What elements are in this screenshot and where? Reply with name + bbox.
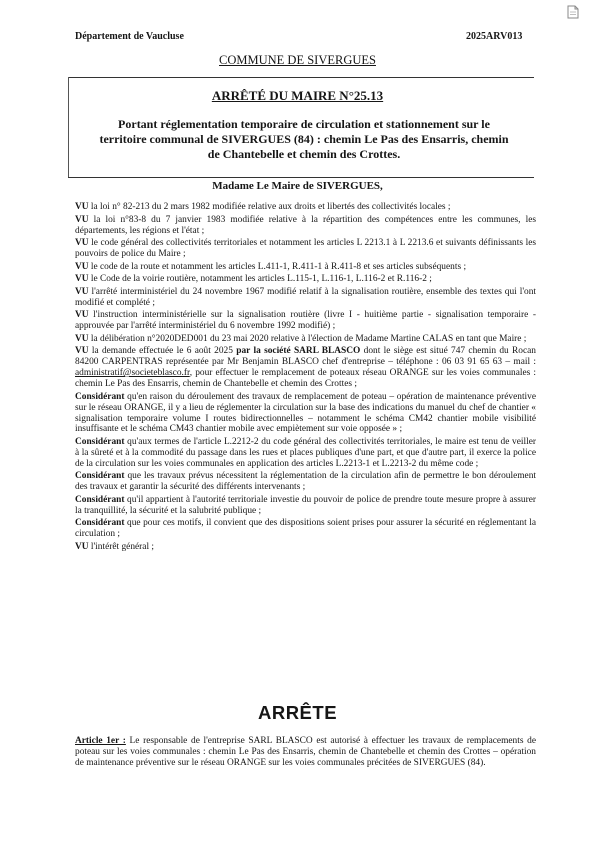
paragraph-text: la loi n°83-8 du 7 janvier 1983 modifiée relative à la répartition des compétences entre les communes, les départements, les régions et l'état ; — [75, 214, 537, 236]
paragraph-text: le Code de la voirie routière, notamment les articles L.115-1, L.116-1, L.116-2 et R.116-2 ; — [90, 274, 432, 285]
paragraph-keyword: Considérant — [75, 471, 125, 482]
paragraph — [75, 262, 536, 273]
paragraph-text: qu'aux termes de l'article L.2212-2 du code général des collectivités territoriales, le maire est tenu de veiller à la sûreté et à la commodité du passage dans les rues et places publiques d'une part, et que d'autre part, il exerce la police de la circulation sur les voies communales en application des articles L.2213-1 et L.2213-2 du même code ; — [75, 437, 536, 469]
arrete-heading: ARRÊTE — [257, 702, 338, 723]
paragraph-keyword: VU — [75, 238, 89, 249]
mayor-line: Madame Le Maire de SIVERGUES, — [212, 180, 383, 192]
reference-number: 2025ARV013 — [466, 31, 523, 42]
paragraph — [75, 202, 536, 213]
company-name: par la société SARL BLASCO — [236, 346, 361, 357]
paragraph — [75, 471, 536, 493]
paragraph-keyword: VU — [75, 261, 89, 272]
title-box-top-border — [68, 77, 534, 78]
paragraph-keyword: VU — [75, 274, 89, 285]
arrete-subtitle: Portant réglementation temporaire de circulation et stationnement sur le territoire communal de SIVERGUES (84) : chemin Le Pas des Ensarris, chemin de Chantebelle et chemin des Crottes. — [99, 117, 509, 161]
paragraph-text-mid: dont le siège est situé 747 chemin du Rocan 84200 CARPENTRAS représentée par Mr Benjamin BLASCO chef d'entreprise – téléphone : 06 03 91 65 63 – mail : — [75, 346, 536, 368]
considerations-body — [75, 202, 536, 555]
paragraph — [75, 437, 536, 470]
paragraph — [75, 495, 536, 517]
paragraph-text: que les travaux prévus nécessitent la réglementation de la circulation afin de permettre le bon déroulement des travaux et garantir la sécurité des différents intervenants ; — [75, 471, 537, 493]
paragraph-keyword: VU — [75, 346, 89, 357]
article-1-label: Article 1er : — [75, 736, 126, 746]
paragraph — [75, 238, 536, 260]
article-1-text: Le responsable de l'entreprise SARL BLASCO est autorisé à effectuer les travaux de remplacements de poteau sur les voies communales : chemin Le Pas des Ensarris, chemin de Chantebelle et chemin des Crottes – opération de maintenance préventive sur le réseau ORANGE sur les voies communales précitées de SIVERGUES (84). — [75, 736, 537, 769]
paragraph-text: la loi n° 82-213 du 2 mars 1982 modifiée relative aux droits et libertés des collectivités locales ; — [90, 202, 451, 212]
department-label: Département de Vaucluse — [75, 31, 184, 42]
paragraph-text: l'arrêté interministériel du 24 novembre 1967 modifié relatif à la signalisation routière, ensemble des textes qui l'ont modifié et complété ; — [75, 286, 536, 308]
email-link[interactable]: administratif@societeblasco.fr — [75, 368, 190, 379]
paragraph-keyword: VU — [75, 541, 89, 552]
paragraph-keyword: Considérant — [75, 437, 125, 447]
paragraph — [75, 215, 536, 237]
paragraph-text: le code général des collectivités territoriales et notamment les articles L 2213.1 à L 2213.6 et suivants définissants les pouvoirs de police du Maire ; — [75, 238, 537, 259]
paragraph — [75, 518, 536, 540]
paragraph-keyword: VU — [75, 202, 89, 212]
paragraph-keyword: Considérant — [75, 391, 125, 402]
paragraph-text: la demande effectuée le 6 août 2025 — [91, 346, 237, 357]
paragraph — [75, 542, 536, 553]
paragraph-keyword: VU — [75, 310, 89, 321]
paragraph-keyword: VU — [75, 333, 89, 344]
article-1 — [75, 736, 536, 770]
paragraph-text: le code de la route et notamment les articles L.411-1, R.411-1 à R.411-8 et ses articles subséquents ; — [90, 261, 467, 272]
paragraph-keyword: Considérant — [75, 518, 125, 529]
paragraph-text: que pour ces motifs, il convient que des dispositions soient prises pour assurer la sécurité en réglementant la circulation ; — [75, 518, 536, 540]
paragraph-text: qu'il appartient à l'autorité territoriale investie du pouvoir de police de prendre toute mesure propre à assurer la tranquillité, la sécurité et la salubrité publique ; — [75, 494, 536, 516]
title-box-bottom-border — [68, 177, 534, 178]
paragraph — [75, 310, 536, 332]
paragraph — [75, 334, 536, 345]
paragraph-text: l'intérêt général ; — [90, 541, 155, 552]
paragraph — [75, 392, 536, 436]
paragraph-text: la délibération n°2020DED001 du 23 mai 2020 relative à l'élection de Madame Martine CALAS en tant que Maire ; — [90, 333, 527, 344]
paragraph-text: l'instruction interministérielle sur la signalisation routière (livre I - huitième partie - signalisation temporaire - approuvée par l'arrêté interministériel du 6 novembre 1992 modifié) ; — [75, 310, 536, 332]
paragraph-request — [75, 346, 536, 390]
paragraph-text: qu'en raison du déroulement des travaux de remplacement de poteau – opération de maintenance préventive sur le réseau ORANGE, il y a lieu de réglementer la circulation sur la base des indications du manuel du chef de chantier « signalisation temporaire volume I routes bidirectionnelles – notamment le schéma CM42 chantier mobile visibilité insuffisante et le schéma CM43 chantier mobile avec empiètement sur voie opposée » ; — [75, 391, 536, 435]
arrete-number-title: ARRÊTÉ DU MAIRE N°25.13 — [211, 88, 384, 103]
paragraph-keyword: VU — [75, 214, 89, 225]
paragraph-keyword: Considérant — [75, 494, 125, 505]
paragraph-keyword: VU — [75, 286, 89, 297]
paragraph-text-after: , pour effectuer le remplacement de poteaux réseau ORANGE sur les voies communales : chemin Le Pas des Ensarris, chemin de Chantebelle et chemin des Crottes ; — [75, 368, 536, 390]
commune-title: COMMUNE DE SIVERGUES — [219, 53, 376, 67]
document-annotation-icon — [566, 5, 580, 19]
paragraph — [75, 274, 536, 285]
paragraph — [75, 287, 536, 309]
